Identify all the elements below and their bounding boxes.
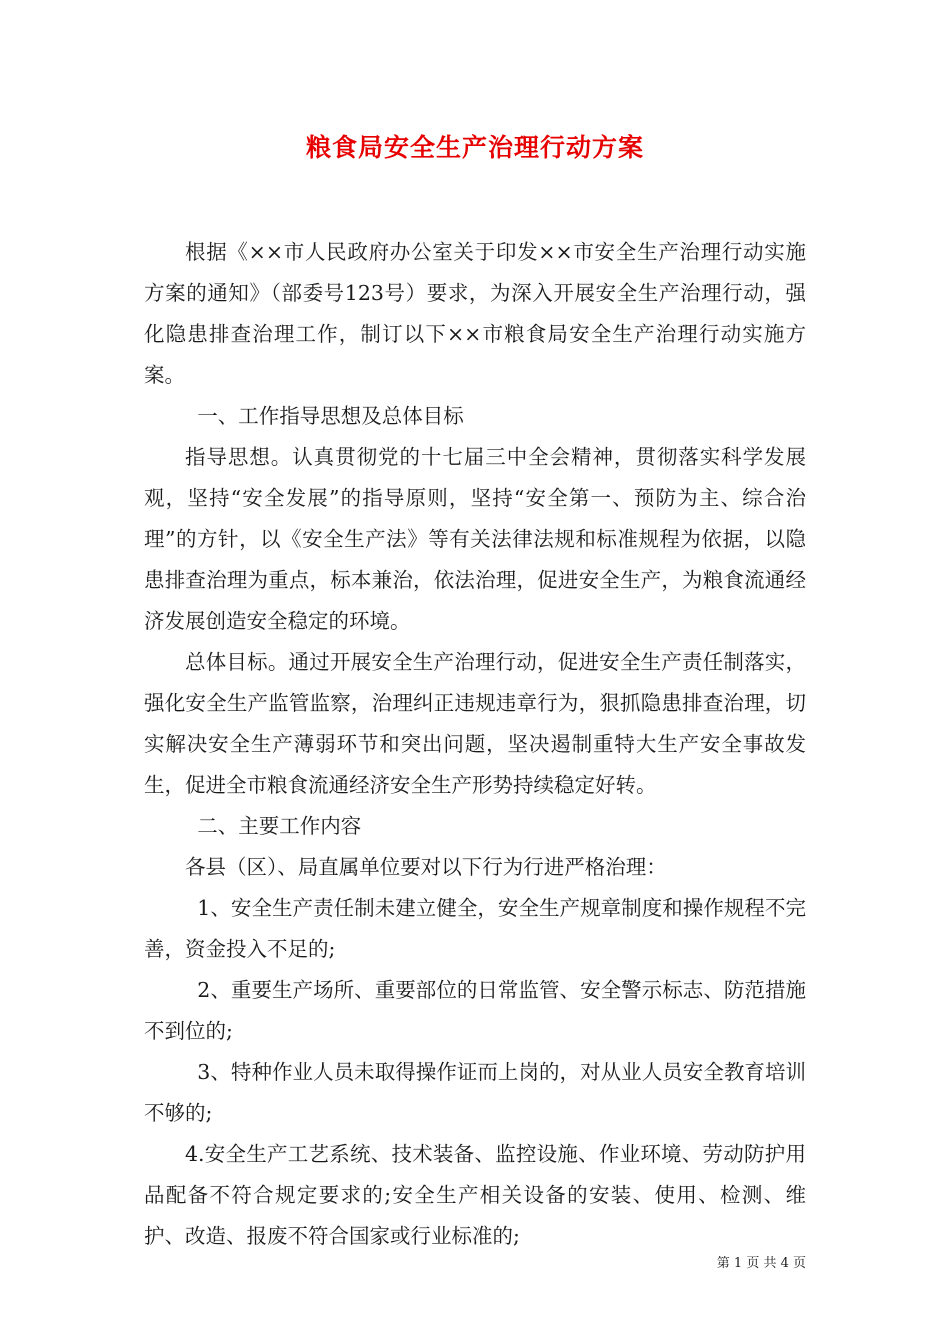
section-heading-1: 一、工作指导思想及总体目标 [197,404,464,428]
list-item-1: 1、安全生产责任制未建立健全，安全生产规章制度和操作规程不完善，资金投入不足的; [144,896,806,961]
guiding-thought-paragraph: 指导思想。认真贯彻党的十七届三中全会精神，贯彻落实科学发展观，坚持“安全发展”的指导原则，坚持“安全第一、预防为主、综合治理”的方针，以《安全生产法》等有关法律法规和标准规程为依据，以隐患排查治理为重点，标本兼治，依法治理，促进安全生产，为粮食流通经济发展创造安全稳定的环境。 [144,445,806,633]
overall-goal-paragraph: 总体目标。通过开展安全生产治理行动，促进安全生产责任制落实，强化安全生产监管监察，治理纠正违规违章行为，狠抓隐患排查治理，切实解决安全生产薄弱环节和突出问题，坚决遏制重特大生产安全事故发生，促进全市粮食流通经济安全生产形势持续稳定好转。 [144,650,806,797]
page-number-footer: 第 1 页 共 4 页 [716,1256,806,1271]
list-item-3: 3、特种作业人员未取得操作证而上岗的，对从业人员安全教育培训不够的; [144,1060,806,1125]
scope-paragraph: 各县（区）、局直属单位要对以下行为行进严格治理： [185,855,667,879]
list-item-4: 4.安全生产工艺系统、技术装备、监控设施、作业环境、劳动防护用品配备不符合规定要求的;安全生产相关设备的安装、使用、检测、维护、改造、报废不符合国家或行业标准的; [144,1142,806,1248]
section-heading-2: 二、主要工作内容 [197,814,362,838]
document-body [144,232,806,1257]
list-item-2: 2、重要生产场所、重要部位的日常监管、安全警示标志、防范措施不到位的; [144,978,806,1043]
document-title: 粮食局安全生产治理行动方案 [305,133,644,162]
intro-paragraph: 根据《××市人民政府办公室关于印发××市安全生产治理行动实施方案的通知》（部委号123号）要求，为深入开展安全生产治理行动，强化隐患排查治理工作，制订以下××市粮食局安全生产治理行动实施方案。 [144,240,806,387]
